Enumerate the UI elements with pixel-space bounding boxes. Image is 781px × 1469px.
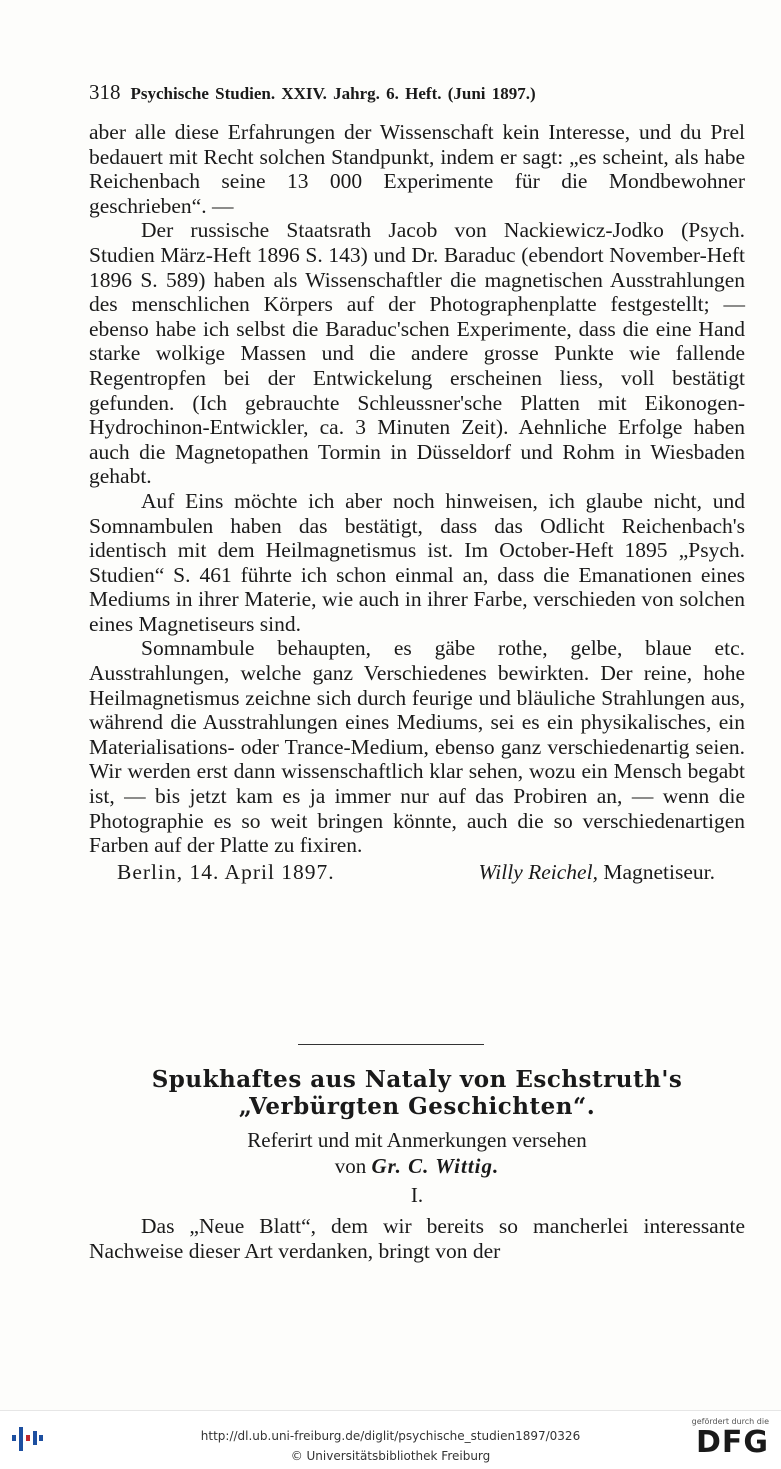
running-header: [89, 80, 701, 110]
title-line: „Verbürgten Geschichten“.: [238, 1093, 596, 1120]
dfg-logo: [687, 1417, 769, 1465]
viewer-footer: [0, 1410, 781, 1469]
byline-author: Gr. C. Wittig.: [371, 1154, 500, 1178]
article-body: [89, 120, 745, 884]
funder-note: gefördert durch die: [691, 1417, 769, 1426]
copyright-notice: © Universitätsbibliothek Freiburg: [290, 1449, 491, 1463]
paragraph: Der russische Staatsrath Jacob von Nackiewicz-Jodko (Psych. Studien März-Heft 1896 S. 143) und Dr. Baraduc (ebendort November-Heft 1896 S. 589) haben als Wissenschaftler die magnetischen Ausstrahlungen des menschlichen Körpers auf der Photographenplatte festgestellt; — ebenso habe ich selbst die Baraduc'schen Experimente, dass die eine Hand starke wolkige Massen und die andere grosse Punkte wie fallende Regentropfen bei der Entwickelung erscheinen liess, voll bestätigt gefunden. (Ich gebrauchte Schleussner'sche Platten mit Eikonogen-Hydrochinon-Entwickler, ca. 3 Minuten Zeit). Aehnliche Erfolge haben auch die Magnetopathen Tormin in Düsseldorf und Rohm in Wiesbaden gehabt.: [89, 218, 745, 489]
paragraph: Das „Neue Blatt“, dem wir bereits so mancherlei interessante Nachweise dieser Art verdanken, bringt von der: [89, 1214, 745, 1263]
section-divider: [298, 1044, 484, 1045]
paragraph: Auf Eins möchte ich aber noch hinweisen, ich glaube nicht, und Somnambulen haben das bestätigt, dass das Odlicht Reichenbach's identisch mit dem Heilmagnetismus ist. Im October-Heft 1895 „Psych. Studien“ S. 461 führte ich schon einmal an, dass die Emanationen eines Mediums in ihrer Materie, wie auch in ihrer Farbe, verschieden von solchen eines Magnetiseurs sind.: [89, 488, 745, 636]
article-byline: [89, 1154, 745, 1179]
running-title: Psychische Studien. XXIV. Jahrg. 6. Heft. (Juni 1897.): [130, 84, 536, 103]
paragraph: Somnambule behaupten, es gäbe rothe, gelbe, blaue etc. Ausstrahlungen, welche ganz Verschiedenes bewirkten. Der reine, hohe Heilmagnetismus zeichne sich durch feurige und bläuliche Strahlungen aus, während die Ausstrahlungen eines Mediums, sei es ein physikalisches, ein Materialisations- oder Trance-Medium, ebenso ganz verschiedenartig seien. Wir werden erst dann wissenschaftlich klar sehen, wozu ein Mensch begabt ist, — bis jetzt kam es ja immer nur auf das Probiren an, — wenn die Photographie es so weit bringen könnte, auch die so verschiedenartigen Farben auf der Platte zu fixiren.: [89, 636, 745, 858]
source-url-link[interactable]: http://dl.ub.uni-freiburg.de/diglit/psychische_studien1897/0326: [200, 1429, 581, 1443]
funder-logo-text: DFG: [695, 1425, 769, 1460]
title-line: Spukhaftes aus Nataly von Eschstruth's: [151, 1066, 683, 1093]
signature-name: Willy Reichel,: [478, 859, 598, 884]
signature-role: Magnetiseur.: [603, 859, 715, 884]
signature-author: [479, 860, 715, 885]
article-title: [89, 1066, 745, 1120]
signature-place-date: Berlin, 14. April 1897.: [117, 859, 335, 884]
section-number: I.: [410, 1183, 424, 1207]
signature-line: [89, 860, 745, 885]
paragraph: aber alle diese Erfahrungen der Wissenschaft kein Interesse, und du Prel bedauert mit Recht solchen Standpunkt, indem er sagt: „es scheint, als habe Reichenbach seine 13 000 Experimente für die Mondbewohner geschrieben“. —: [89, 120, 745, 218]
page-number: 318: [89, 80, 121, 104]
article-subtitle: Referirt und mit Anmerkungen versehen: [247, 1128, 587, 1152]
byline-prefix: von: [334, 1154, 367, 1178]
